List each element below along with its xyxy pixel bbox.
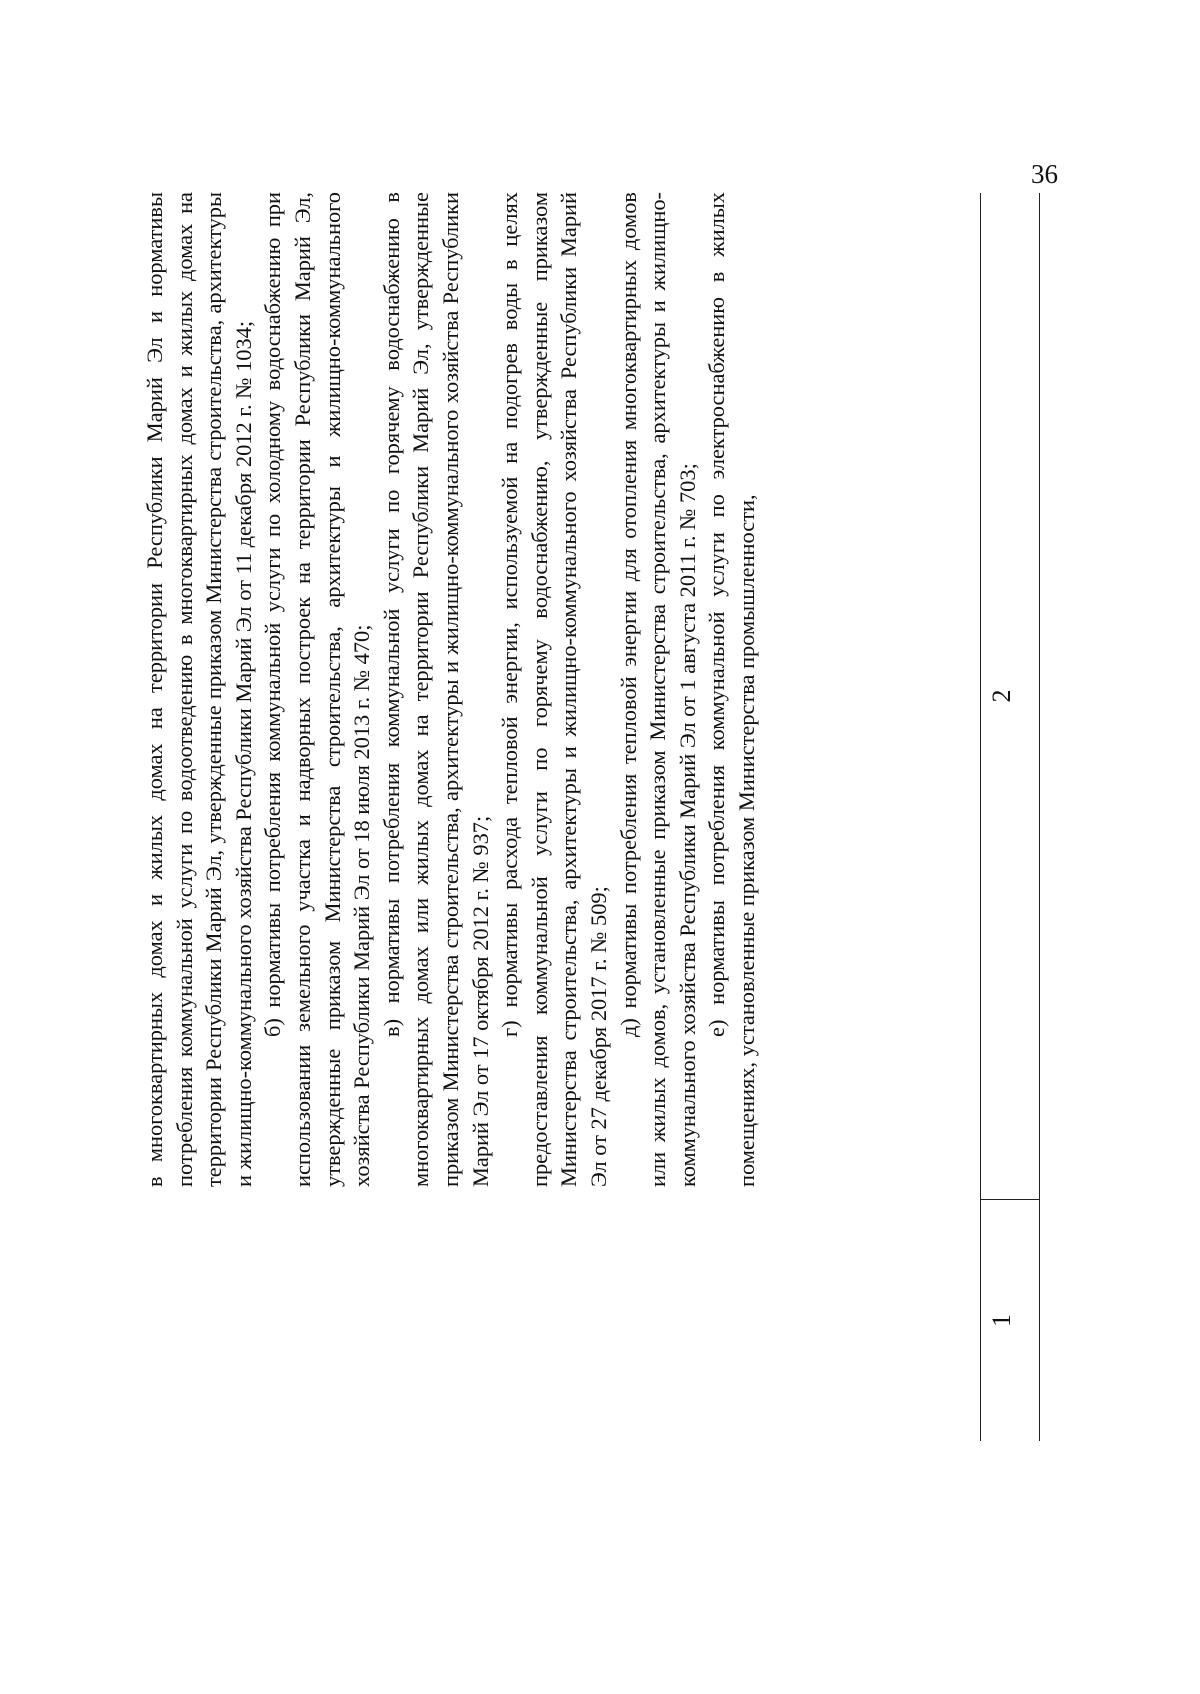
paragraph-a-continuation: в многоквартирных домах и жилых домах на территории Республики Марий Эл и нормативы потребления коммунальной услуги по водоотведению в многоквартирных домах и жилых домах на территории Республики Марий Эл, утвержденные приказом Министерства строительства, архитектуры и жилищно-коммунального хозяйства Республики Марий Эл от 11 декабря 2012 г. № 1034; xyxy=(142,192,256,1187)
paragraph-e: е) нормативы потребления коммунальной услуги по электроснабжению в жилых помещениях, установленные приказом Министерства промышленности, xyxy=(704,192,759,1187)
paragraph-d: д) нормативы потребления тепловой энергии для отопления многоквартирных домов или жилых домов, установленные приказом Министерства строительства, архитектуры и жилищно-коммунального хозяйства Республики Марий Эл от 1 августа 2011 г. № 703; xyxy=(615,192,700,1187)
column-1-header-label: 1 xyxy=(987,1314,1016,1327)
paragraph-g: г) нормативы расхода тепловой энергии, используемой на подогрев воды в целях предоставления коммунальной услуги по горячему водоснабжению, утвержденные приказом Министерства строительства, архитектуры и жилищно-коммунального хозяйства Республики Марий Эл от 27 декабря 2017 г. № 509; xyxy=(497,192,611,1187)
page-number: 36 xyxy=(1031,159,1058,189)
table-header xyxy=(980,193,1040,1441)
paragraph-v: в) нормативы потребления коммунальной услуги по горячему водоснабжению в многоквартирных домах или жилых домах на территории Республики Марий Эл, утвержденные приказом Министерства строительства, архитектуры и жилищно-коммунального хозяйства Республики Марий Эл от 17 октября 2012 г. № 937; xyxy=(378,192,493,1187)
column-2-header-label: 2 xyxy=(987,689,1016,703)
column-1-header xyxy=(981,1199,1039,1441)
column-2-header xyxy=(981,193,1039,1199)
column-2-content xyxy=(140,192,761,1187)
paragraph-b: б) нормативы потребления коммунальной услуги по холодному водоснабжению при использовании земельного участка и надворных построек на территории Республики Марий Эл, утвержденные приказом Министерства строительства, архитектуры и жилищно-коммунального хозяйства Республики Марий Эл от 18 июля 2013 г. № 470; xyxy=(260,192,375,1187)
